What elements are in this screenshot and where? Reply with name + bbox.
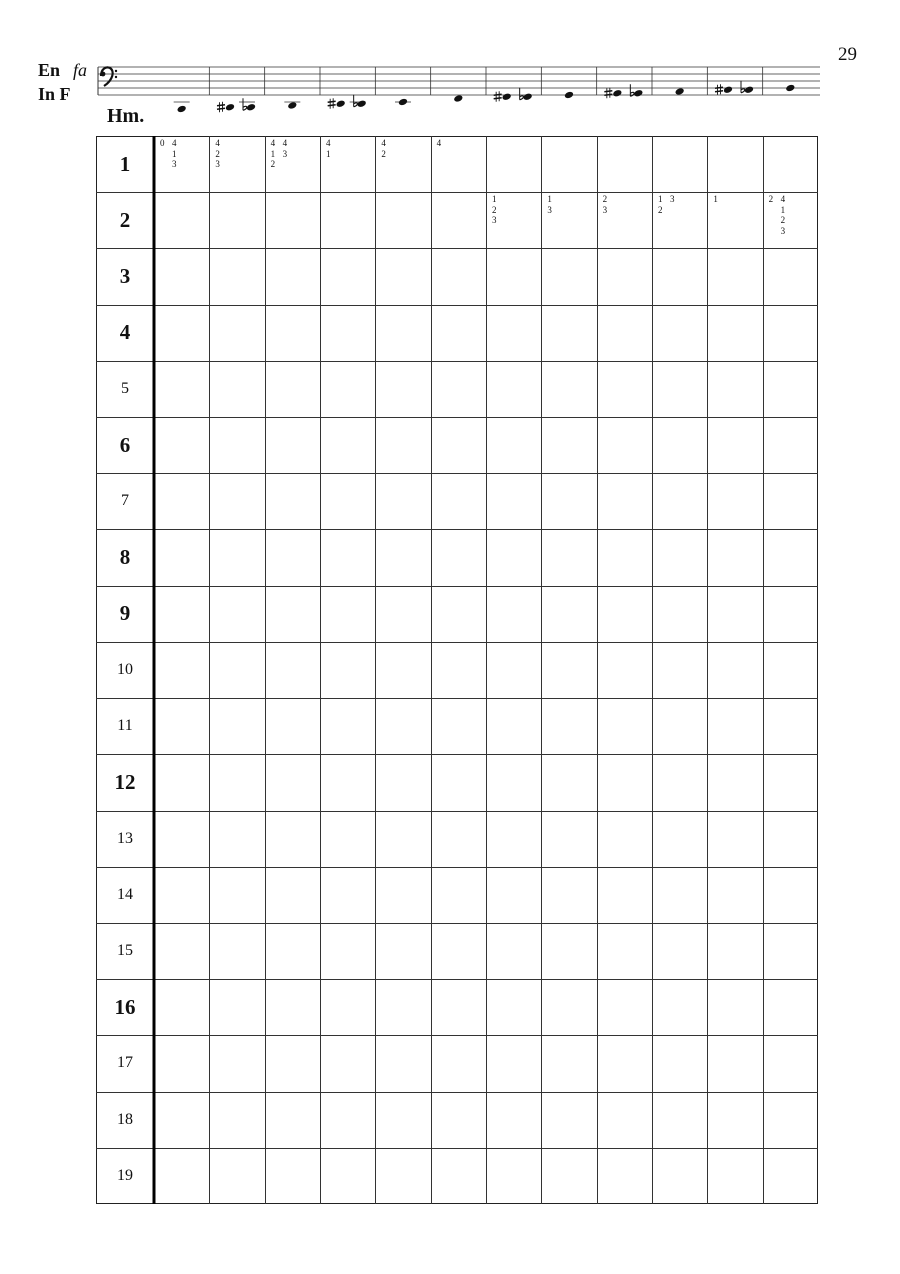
valve-number: 1 [713, 194, 718, 205]
fingering-group [326, 138, 331, 159]
valve-number: 4 [436, 138, 442, 148]
valve-number: 2 [658, 204, 663, 215]
note-head [675, 87, 685, 95]
harmonic-label: 9 [119, 601, 131, 626]
harmonic-column-title: Hm. [107, 105, 145, 127]
fingering-group [603, 194, 608, 215]
note-head [612, 89, 622, 97]
fingering-group [283, 138, 288, 159]
fingering-cell [209, 136, 264, 192]
fingering-cell [486, 192, 541, 248]
note-head [177, 105, 187, 113]
music-staff [0, 0, 900, 136]
valve-number: 4 [381, 138, 386, 148]
note-head [453, 94, 463, 102]
valve-number: 2 [602, 194, 608, 205]
note-head [225, 103, 235, 111]
valve-number: 4 [270, 138, 276, 148]
valve-number: 4 [215, 138, 220, 148]
valve-number: 0 [160, 138, 165, 148]
fingering-chart-grid [96, 136, 818, 1204]
harmonic-label: 15 [117, 942, 133, 960]
page-number: 29 [838, 44, 857, 65]
fingering-group [781, 194, 786, 236]
fingering-group [172, 138, 177, 170]
fingering-group [713, 194, 718, 205]
valve-number: 2 [381, 148, 386, 159]
bass-clef-icon [101, 67, 118, 86]
fingering-group [160, 138, 165, 149]
valve-number: 1 [326, 148, 331, 159]
note-head [502, 93, 512, 101]
fingering-group [437, 138, 442, 149]
valve-number: 2 [768, 194, 774, 205]
valve-number: 3 [172, 159, 177, 169]
harmonic-label: 17 [117, 1054, 133, 1072]
harmonic-label: 16 [114, 994, 136, 1019]
grid-lines [96, 136, 818, 1204]
note-head [336, 100, 346, 108]
fingering-cell [652, 192, 707, 248]
harmonic-label: 12 [114, 769, 136, 794]
fingering-group [769, 194, 774, 205]
harmonic-label: 2 [119, 207, 131, 232]
flat-icon [243, 98, 247, 110]
valve-number: 3 [602, 204, 608, 215]
valve-number: 2 [492, 204, 497, 215]
fingering-group [547, 194, 552, 215]
valve-number: 3 [282, 148, 288, 159]
fingering-cell [763, 192, 818, 248]
note-head [357, 100, 367, 108]
valve-number: 3 [670, 194, 675, 205]
note-head [398, 98, 408, 106]
note-head [564, 91, 574, 99]
sharp-icon [604, 88, 612, 99]
fingering-cell [541, 192, 596, 248]
valve-number: 1 [780, 204, 786, 215]
note-head [246, 103, 256, 111]
harmonic-label: 19 [117, 1166, 133, 1184]
valve-number: 2 [270, 159, 276, 169]
harmonic-label: 3 [119, 264, 131, 288]
valve-number: 3 [492, 215, 497, 226]
fingering-cell [597, 192, 652, 248]
valve-number: 3 [215, 159, 220, 169]
flat-icon [630, 84, 634, 96]
note-label-fa: fa [73, 60, 88, 80]
grid-border [97, 137, 818, 1204]
valve-number: 1 [547, 194, 552, 205]
valve-number: 4 [326, 138, 331, 148]
valve-number: 1 [658, 194, 663, 205]
valve-number: 4 [780, 194, 786, 205]
note-head [523, 93, 533, 101]
valve-number: 1 [492, 194, 497, 205]
harmonic-label: 11 [117, 717, 133, 735]
valve-number: 1 [172, 148, 177, 159]
sharp-icon [494, 91, 502, 102]
flat-icon [741, 81, 745, 93]
sharp-icon [217, 102, 225, 113]
note-head [744, 86, 754, 94]
fingering-group [271, 138, 276, 170]
harmonic-label: 10 [117, 660, 133, 678]
note-head [785, 84, 795, 92]
language-label-inf: In F [38, 84, 71, 104]
flat-icon [520, 88, 524, 100]
harmonic-label: 5 [121, 379, 129, 397]
valve-number: 4 [172, 138, 177, 148]
harmonic-label: 13 [117, 829, 133, 847]
harmonic-label: 8 [119, 545, 131, 570]
fingering-group [670, 194, 675, 205]
fingering-cell [375, 136, 430, 192]
harmonic-label: 14 [117, 885, 133, 903]
fingering-cell [320, 136, 375, 192]
valve-number: 1 [270, 148, 276, 159]
valve-number: 2 [215, 148, 220, 159]
harmonic-label: 18 [117, 1110, 133, 1128]
sharp-icon [715, 84, 723, 95]
fingering-cell [707, 192, 762, 248]
fingering-group [658, 194, 663, 215]
fingering-group [381, 138, 386, 159]
language-label-en: En [38, 60, 61, 80]
harmonic-label: 6 [119, 432, 131, 457]
fingering-cell [431, 136, 486, 192]
valve-number: 3 [547, 204, 552, 215]
valve-number: 3 [780, 225, 786, 236]
note-head [633, 89, 643, 97]
fingering-cell [265, 136, 320, 192]
valve-number: 2 [780, 215, 786, 226]
sharp-icon [328, 98, 336, 109]
harmonic-label: 1 [119, 151, 131, 176]
harmonic-label: 7 [121, 492, 129, 510]
fingering-group [492, 194, 497, 226]
note-head [723, 86, 733, 94]
flat-icon [354, 95, 358, 107]
fingering-group [215, 138, 220, 170]
fingering-cell [154, 136, 209, 192]
harmonic-label: 4 [119, 320, 131, 345]
note-head [287, 101, 297, 109]
valve-number: 4 [282, 138, 288, 148]
